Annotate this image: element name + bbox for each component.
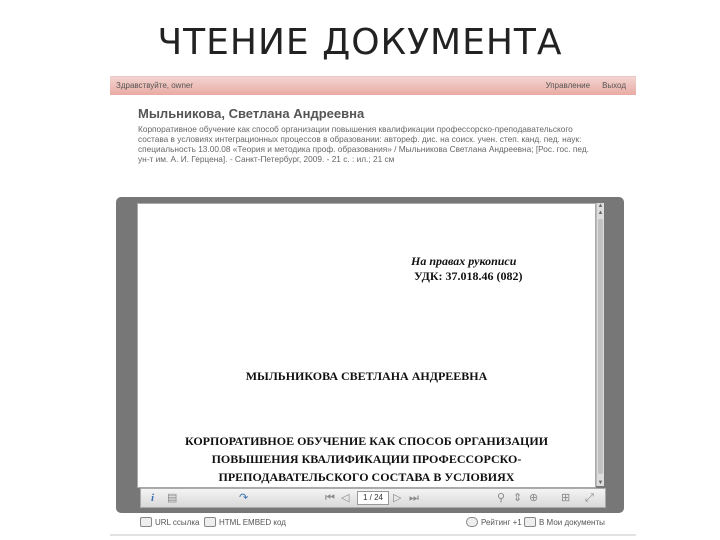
document-title-line: ПРЕПОДАВАТЕЛЬСКОГО СОСТАВА В УСЛОВИЯХ — [218, 470, 515, 484]
document-title-line: КОРПОРАТИВНОЕ ОБУЧЕНИЕ КАК СПОСОБ ОРГАНИЗАЦИИ — [184, 434, 549, 448]
my-docs-label: В Мои документы — [539, 517, 605, 527]
logout-link[interactable]: Выход — [602, 81, 626, 90]
top-nav — [546, 81, 626, 90]
manage-link[interactable]: Управление — [545, 81, 591, 90]
record-description: Корпоративное обучение как способ организации повышения квалификации профессорско-преподавательского состава в условиях интеграционных процессов в образовании: автореф. дис. на соиск. учен. степ. канд. пед. наук: специальность 13.00.08 «Теория и методика проф. образования» / Мыльникова Светлана Андреевна; [Рос. гос. пед. ун-т им. А. И. Герцена]. - Санкт-Петербург, 2009. - 21 с. : ил.; 21 см — [138, 124, 589, 164]
document-title-line: ПОВЫШЕНИЯ КВАЛИФИКАЦИИ ПРОФЕССОРСКО- — [211, 452, 522, 466]
scroll-thumb[interactable] — [598, 219, 603, 474]
bottom-bar — [110, 514, 636, 530]
greeting: Здравствуйте, owner — [116, 81, 194, 90]
rotate-icon[interactable]: ↷ — [239, 492, 249, 504]
udk-text: УДК: 37.018.46 (082) — [414, 269, 523, 283]
fullscreen-icon[interactable]: ⤢ — [585, 492, 594, 504]
folder-icon — [524, 517, 536, 527]
embed-icon — [204, 517, 216, 527]
first-page-icon[interactable]: ⏮ — [325, 492, 335, 504]
author-name: Мыльникова, Светлана Андреевна — [138, 106, 365, 121]
my-docs-link[interactable] — [524, 517, 605, 527]
page-scrollbar[interactable] — [596, 203, 604, 486]
scroll-up-icon[interactable]: ▲ — [597, 210, 604, 216]
link-icon — [140, 517, 152, 527]
rating-link[interactable] — [466, 517, 522, 527]
info-icon[interactable]: i — [151, 492, 155, 504]
divider — [110, 534, 636, 536]
top-bar — [110, 76, 636, 95]
rating-label: Рейтинг +1 — [481, 517, 522, 527]
fit-icon[interactable]: ⇕ — [513, 492, 523, 504]
html-embed-link[interactable] — [204, 517, 286, 527]
scroll-down-icon[interactable]: ▼ — [597, 480, 604, 486]
slide-title: ЧТЕНИЕ ДОКУМЕНТА — [157, 22, 563, 63]
scroll-up-icon[interactable]: ▲ — [597, 203, 604, 209]
html-embed-label: HTML EMBED код — [219, 517, 286, 527]
rating-icon — [466, 517, 478, 527]
document-page — [137, 203, 596, 488]
grid-icon[interactable]: ⊞ — [561, 492, 571, 504]
next-page-icon[interactable]: ▷ — [393, 492, 402, 504]
print-icon[interactable]: ▤ — [167, 492, 178, 504]
page-number-field[interactable]: 1 / 24 — [357, 491, 389, 505]
zoom-in-icon[interactable]: ⊕ — [529, 492, 539, 504]
last-page-icon[interactable]: ⏭ — [409, 492, 419, 504]
document-author: МЫЛЬНИКОВА СВЕТЛАНА АНДРЕЕВНА — [245, 369, 488, 383]
url-link-label: URL ссылка — [155, 517, 200, 527]
zoom-out-icon[interactable]: ⚲ — [497, 492, 506, 504]
stamp-text: На правах рукописи — [411, 254, 517, 268]
viewer-toolbar — [140, 488, 606, 508]
url-link[interactable] — [140, 517, 199, 527]
prev-page-icon[interactable]: ◁ — [341, 492, 350, 504]
